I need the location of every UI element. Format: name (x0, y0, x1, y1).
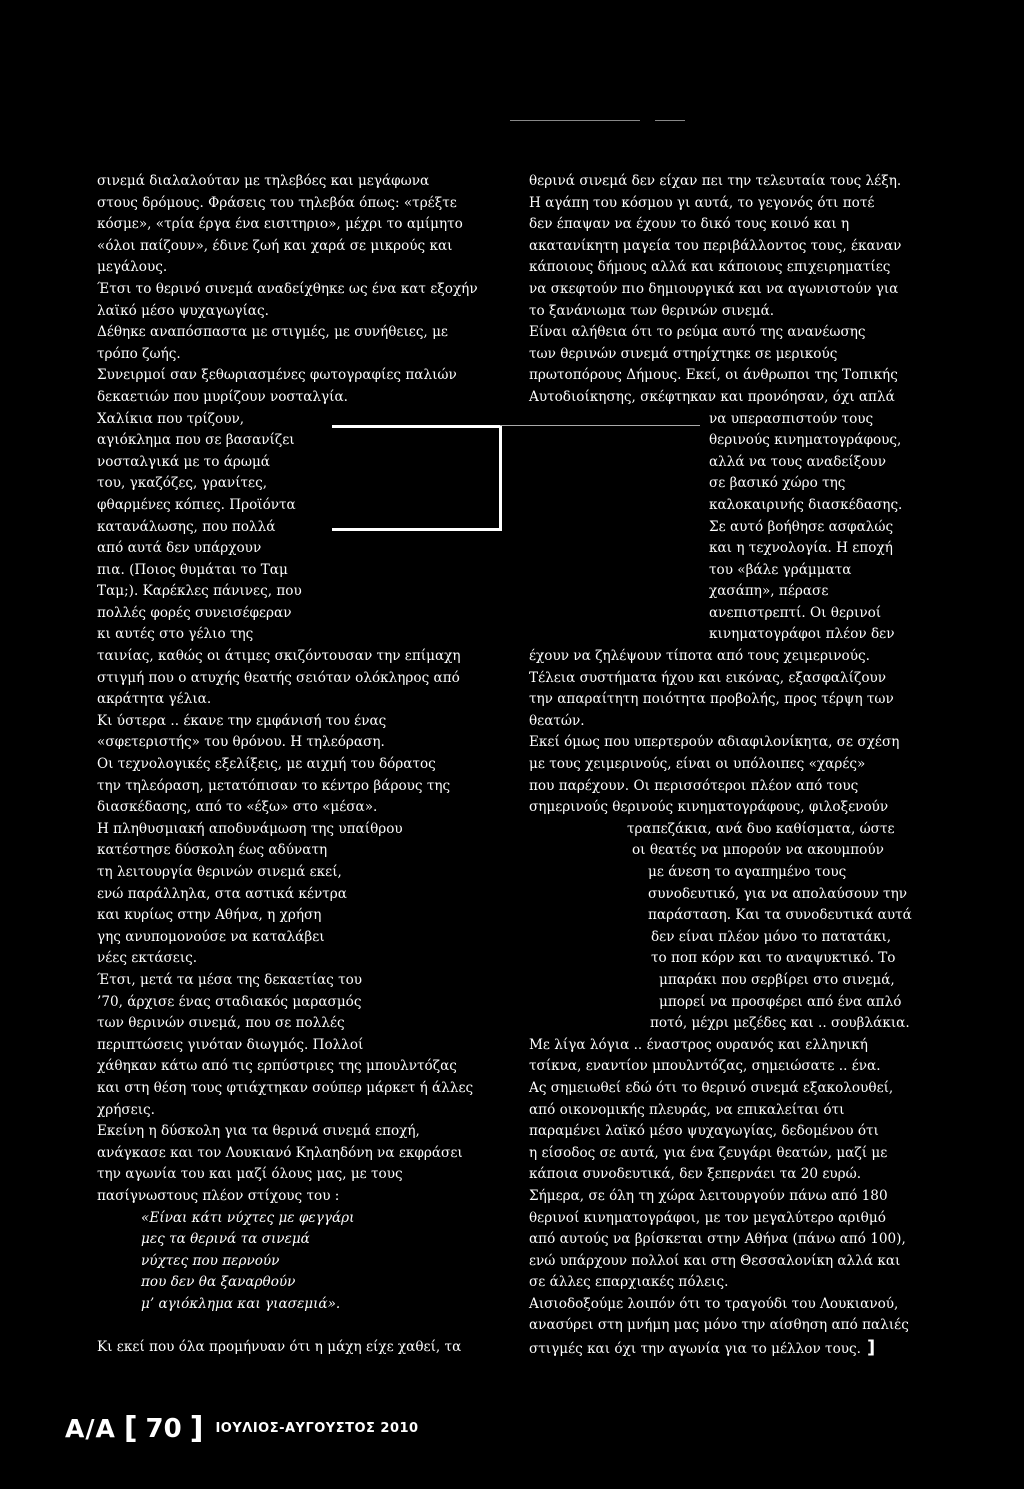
text-line: «σφετεριστής» του θρόνου. Η τηλεόραση. (97, 734, 385, 751)
text-line: Η πληθυσμιακή αποδυνάμωση της υπαίθρου (97, 820, 403, 837)
text-line: χασάπη», πέρασε (709, 583, 829, 600)
spacer (97, 1315, 517, 1337)
text-line: το ξανάνιωμα των θερινών σινεμά. (529, 302, 775, 319)
left-column (97, 171, 517, 1359)
text-line: στιγμή που ο ατυχής θεατής σειόταν ολόκληρος από (97, 669, 460, 686)
right-column (529, 171, 959, 1361)
text-line: σε βασικό χώρο της (709, 475, 846, 492)
text-line: στιγμές και όχι την αγωνία για το μέλλον τους. ] (529, 1337, 876, 1359)
text-line: τραπεζάκια, ανά δυο καθίσματα, ώστε (627, 820, 895, 837)
text-line: τρόπο ζωής. (97, 345, 181, 362)
text-line: των θερινών σινεμά στηρίχτηκε σε μερικούς (529, 345, 838, 362)
text-line: οι θεατές να μπορούν να ακουμπούν (632, 842, 884, 859)
text-line: Με λίγα λόγια .. έναστρος ουρανός και ελληνική (529, 1036, 868, 1053)
text-line: κόσμε», «τρία έργα ένα εισιτηριο», μέχρι το αμίμητο (97, 216, 463, 233)
text-line: πρωτοπόρους Δήμους. Εκεί, οι άνθρωποι της Τοπικής (529, 367, 898, 384)
text-line: πια. (Ποιος θυμάται το Ταμ (97, 561, 288, 578)
text-line: με άνεση το αγαπημένο τους (648, 864, 847, 880)
text-line: καλοκαιρινής διασκέδασης. (709, 496, 903, 513)
text-line: Οι τεχνολογικές εξελίξεις, με αιχμή του δόρατος (97, 756, 436, 773)
text-line: Συνειρμοί σαν ξεθωριασμένες φωτογραφίες παλιών (97, 367, 457, 384)
bracket-close: ] (189, 1411, 204, 1446)
text-line: ανασύρει στη μνήμη μας μόνο την αίσθηση από παλιές (529, 1317, 909, 1334)
text-line: και η τεχνολογία. Η εποχή (709, 540, 893, 557)
text-line: Η αγάπη του κόσμου γι αυτά, το γεγονός ότι ποτέ (529, 194, 875, 211)
text-line: Κι εκεί που όλα προμήνυαν ότι η μάχη είχε χαθεί, τα (97, 1339, 462, 1356)
text-line: στους δρόμους. Φράσεις του τηλεβόα όπως: «τρέξτε (97, 194, 457, 211)
text-line: κάποια συνοδευτικά, δεν ξεπερνάει τα 20 ευρώ. (529, 1166, 862, 1183)
text-line: φθαρμένες κόπιες. Προϊόντα (97, 496, 296, 513)
text-line: κατανάλωσης, που πολλά (97, 518, 276, 535)
text-line: σινεμά διαλαλούταν με τηλεβόες και μεγάφωνα (97, 173, 430, 189)
text-line: με τους χειμερινούς, είναι οι υπόλοιπες «χαρές» (529, 756, 866, 773)
text-line: μεγάλους. (97, 259, 168, 276)
text-line: ’70, άρχισε ένας σταδιακός μαρασμός (97, 993, 362, 1010)
text-line: θερινούς κινηματογράφους, (709, 432, 902, 449)
text-line: από αυτούς να βρίσκεται στην Αθήνα (πάνω από 100), (529, 1231, 906, 1248)
text-line: Σε αυτό βοήθησε ασφαλώς (709, 518, 894, 535)
text-line: πολλές φορές συνεισέφεραν (97, 604, 292, 621)
text-line: που δεν θα ξαναρθούν (141, 1274, 296, 1291)
text-line: αλλά να τους αναδείξουν (709, 453, 886, 470)
text-line: πασίγνωστους πλέον στίχους του : (97, 1187, 340, 1204)
text-line: Σήμερα, σε όλη τη χώρα λειτουργούν πάνω από 180 (529, 1187, 888, 1204)
text-line: την απαραίτητη ποιότητα προβολής, προς τέρψη των (529, 691, 894, 708)
text-line: τη λειτουργία θερινών σινεμά εκεί, (97, 864, 342, 880)
text-line: συνοδευτικό, για να απολαύσουν την (648, 885, 907, 902)
text-line: του «βάλε γράμματα (709, 561, 852, 578)
text-line: νέες εκτάσεις. (97, 950, 198, 967)
text-line: Ταμ;). Καρέκλες πάνινες, που (97, 583, 302, 600)
text-line: του, γκαζόζες, γρανίτες, (97, 475, 268, 492)
text-line: γης ανυπομονούσε να καταλάβει (97, 928, 325, 945)
text-line: που παρέχουν. Οι περισσότεροι πλέον από τους (529, 777, 859, 794)
text-line: Εκείνη η δύσκολη για τα θερινά σινεμά εποχή, (97, 1123, 420, 1140)
text-line: Εκεί όμως που υπερτερούν αδιαφιλονίκητα, σε σχέση (529, 734, 900, 751)
text-line: Είναι αλήθεια ότι το ρεύμα αυτό της ανανέωσης (529, 324, 866, 341)
text-line: ανεπιστρεπτί. Οι θερινοί (709, 604, 882, 621)
text-line: ανάγκασε και τον Λουκιανό Κηλαηδόνη να εκφράσει (97, 1144, 463, 1161)
text-line: την τηλεόραση, μετατόπισαν το κέντρο βάρους της (97, 777, 451, 794)
text-line: νύχτες που περνούν (141, 1252, 280, 1269)
text-line: Χαλίκια που τρίζουν, (97, 410, 245, 427)
text-line: κατέστησε δύσκολη έως αδύνατη (97, 842, 328, 859)
text-line: Τέλεια συστήματα ήχου και εικόνας, εξασφαλίζουν (529, 669, 887, 686)
text-line: την αγωνία του και μαζί όλους μας, με τους (97, 1166, 403, 1183)
text-line: Κι ύστερα .. έκανε την εμφάνισή του ένας (97, 712, 387, 729)
text-line: Έτσι το θερινό σινεμά αναδείχθηκε ως ένα κατ εξοχήν (97, 280, 478, 297)
text-line: θεατών. (529, 712, 585, 729)
text-line: ενώ παράλληλα, στα αστικά κέντρα (97, 885, 347, 902)
text-line: δεν είναι πλέον μόνο το πατατάκι, (651, 928, 892, 945)
text-line: έχουν να ζηλέψουν τίποτα από τους χειμερινούς. (529, 648, 870, 665)
text-line: περιπτώσεις γινόταν διωγμός. Πολλοί (97, 1036, 364, 1053)
top-rule (510, 120, 640, 121)
text-line: κι αυτές στο γέλιο της (97, 626, 254, 643)
text-line: χάθηκαν κάτω από τις ερπύστριες της μπουλντόζας (97, 1058, 457, 1075)
text-line: ποτό, μέχρι μεζέδες και .. σουβλάκια. (650, 1015, 910, 1032)
text-line: μες τα θερινά τα σινεμά (141, 1231, 310, 1248)
text-line: μπαράκι που σερβίρει στο σινεμά, (659, 971, 895, 988)
text-line: κάποιους δήμους αλλά και κάποιους επιχειρηματίες (529, 259, 891, 276)
text-line: διασκέδασης, από το «έξω» στο «μέσα». (97, 799, 378, 816)
text-line: παράσταση. Και τα συνοδευτικά αυτά (648, 907, 912, 924)
text-line: ενώ υπάρχουν πολλοί και στη Θεσσαλονίκη αλλά και (529, 1252, 901, 1269)
text-line: αγιόκλημα που σε βασανίζει (97, 432, 295, 449)
text-line: να σκεφτούν πιο δημιουργικά και να αγωνιστούν για (529, 280, 899, 297)
text-line: Έτσι, μετά τα μέσα της δεκαετίας του (97, 971, 363, 988)
text-line: Ας σημειωθεί εδώ ότι το θερινό σινεμά εξακολουθεί, (529, 1079, 894, 1096)
text-line: Αυτοδιοίκησης, σκέφτηκαν και προνόησαν, όχι απλά (529, 388, 895, 405)
text-line: κινηματογράφοι πλέον δεν (709, 626, 895, 643)
issue-date: ΙΟΥΛΙΟΣ-ΑΥΓΟΥΣΤΟΣ 2010 (215, 1421, 419, 1436)
text-line: σημερινούς θερινούς κινηματογράφους, φιλοξενούν (529, 799, 889, 816)
text-line: το ποπ κόρν και το αναψυκτικό. Το (651, 950, 896, 967)
top-rule-short (655, 120, 685, 121)
page-footer (65, 1411, 419, 1446)
bracket-open: [ (123, 1411, 138, 1446)
text-line: Δέθηκε αναπόσπαστα με στιγμές, με συνήθειες, με (97, 324, 448, 341)
text-line: θερινοί κινηματογράφοι, με τον μεγαλύτερο αριθμό (529, 1209, 886, 1226)
text-line: Αισιοδοξούμε λοιπόν ότι το τραγούδι του Λουκιανού, (529, 1295, 899, 1312)
text-line: μπορεί να προσφέρει από ένα απλό (659, 993, 902, 1010)
text-line: ακατανίκητη μαγεία του περιβάλλοντος τους, έκαναν (529, 237, 902, 254)
text-line: να υπερασπιστούν τους (709, 410, 874, 427)
text-line: λαϊκό μέσο ψυχαγωγίας. (97, 302, 269, 319)
text-line: παραμένει λαϊκό μέσο ψυχαγωγίας, δεδομένου ότι (529, 1123, 879, 1140)
text-line: σε άλλες επαρχιακές πόλεις. (529, 1274, 729, 1291)
text-line: και κυρίως στην Αθήνα, η χρήση (97, 907, 322, 924)
text-line: ταινίας, καθώς οι άτιμες σκιζόντουσαν την επίμαχη (97, 648, 461, 665)
text-line: «όλοι παίζουν», έδινε ζωή και χαρά σε μικρούς και (97, 237, 453, 254)
text-line: δεκαετιών που μυρίζουν νοσταλγία. (97, 388, 348, 405)
magazine-logo: Α/Α (65, 1414, 116, 1443)
text-line: των θερινών σινεμά, που σε πολλές (97, 1015, 345, 1032)
text-line: «Είναι κάτι νύχτες με φεγγάρι (141, 1209, 355, 1226)
text-line: ακράτητα γέλια. (97, 691, 212, 708)
text-line: χρήσεις. (97, 1101, 155, 1118)
text-line: τσίκνα, εναντίον μπουλντόζας, σημειώσατε .. ένα. (529, 1058, 881, 1075)
page-number: 70 (145, 1413, 182, 1444)
text-line: θερινά σινεμά δεν είχαν πει την τελευταία τους λέξη. (529, 173, 902, 189)
text-line: από αυτά δεν υπάρχουν (97, 540, 262, 557)
text-line: μ’ αγιόκλημα και γιασεμιά». (141, 1295, 341, 1312)
end-mark: ] (866, 1337, 876, 1359)
text-line: από οικονομικής πλευράς, να επικαλείται ότι (529, 1101, 845, 1118)
text-line: η είσοδος σε αυτά, για ένα ζευγάρι θεατών, μαζί με (529, 1144, 888, 1161)
text-line: και στη θέση τους φτιάχτηκαν σούπερ μάρκετ ή άλλες (97, 1079, 474, 1096)
text-line: νοσταλγικά με το άρωμά (97, 453, 270, 470)
text-line: δεν έπαψαν να έχουν το δικό τους κοινό και η (529, 216, 850, 233)
